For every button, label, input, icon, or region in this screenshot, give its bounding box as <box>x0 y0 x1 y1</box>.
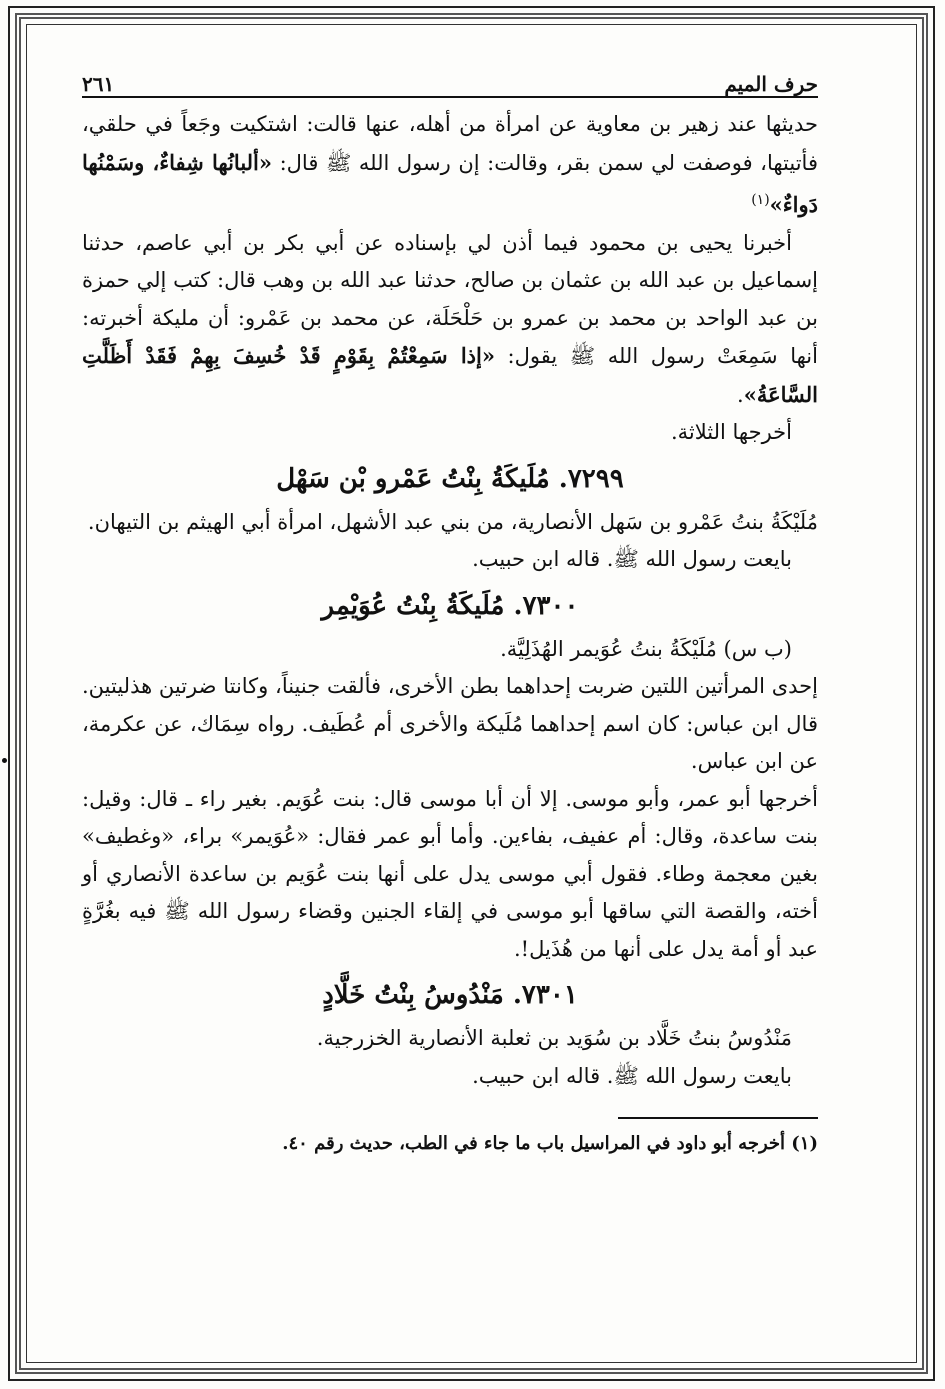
paragraph-7299-bio: مُلَيْكَةُ بنتُ عَمْرو بن سَهل الأنصارية، من بني عبد الأشهل، امرأة أبي الهيثم بن التيهان. <box>87 509 818 534</box>
paragraph-7300-sources: أخرجها أبو عمر، وأبو موسى. إلا أن أبا موسى قال: بنت عُوَيم. بغير راء ـ قال: وقيل: بنت ساعدة، وقال: أم عفيف، بفاءين. وأما أبو عمر فقال: «عُوَيمر» براء، «وغطيف» بغين معجمة وطاء. فقول أبي موسى يدل على أنها بنت عُوَيم بن ساعدة الأنصاري أو أخته، والقصة التي ساقها أبو موسى في إلقاء الجنين وقضاء رسول الله ﷺ فيه بغُرَّةٍ عبد أو أمة يدل على أنها من هُذَيل!. <box>82 786 818 961</box>
margin-dot <box>2 758 7 763</box>
page-number: ٢٦١ <box>82 72 115 96</box>
paragraph-hadith-2: أخبرنا يحيى بن محمود فيما أذن لي بإسناده عن أبي بكر بن أبي عاصم، حدثنا إسماعيل بن عبد الله بن عثمان بن صالح، حدثنا عبد الله بن وهب قال: كتب إلي حمزة بن عبد الواحد بن محمد بن عمرو بن حَلْحَلَة، عن محمد بن عَمْرو: أن مليكة أخبرته: أنها سَمِعَتْ رسول الله ﷺ يقول: «إذا سَمِعْتُمْ بِقَوْمٍ قَدْ خُسِفَ بِهِمْ فَقَدْ أَظَلَّتِ السَّاعَةُ». <box>82 230 818 407</box>
page-content <box>82 60 818 1320</box>
paragraph-7300-story: إحدى المرأتين اللتين ضربت إحداهما بطن الأخرى، فألقت جنيناً، وكانتا ضرتين هذليتين. قال ابن عباس: كان اسم إحداهما مُلَيكة والأخرى أم عُطَيف. رواه سِمَاك، عن عكرمة، عن ابن عباس. <box>82 674 818 773</box>
hadith-quote: «إذا سَمِعْتُمْ بِقَوْمٍ قَدْ خُسِفَ بِهِمْ فَقَدْ أَظَلَّتِ السَّاعَةُ» <box>82 343 818 407</box>
hadith-quote: «ألبانُها شِفاءٌ، وسَمْنُها دَواءٌ» <box>82 149 818 217</box>
footnote-ref[interactable]: (١) <box>751 192 770 208</box>
running-title: حرف الميم <box>724 72 818 96</box>
entry-title-7301: ٧٣٠١. مَنْدُوسُ بِنْتُ خَلَّادٍ <box>322 980 578 1010</box>
entry-title-7299: ٧٢٩٩. مُلَيكَةُ بِنْتُ عَمْرو بْن سَهْل <box>276 463 624 494</box>
footnote: (١) أخرجه أبو داود في المراسيل باب ما جاء في الطب، حديث رقم ٤٠. <box>282 1133 818 1154</box>
paragraph-7299-note: بايعت رسول الله ﷺ. قاله ابن حبيب. <box>472 547 792 571</box>
paragraph-hadith-1: حديثها عند زهير بن معاوية عن امرأة من أهله، عنها قالت: اشتكيت وجَعاً في حلقي، فأتيتها، فوصفت لي سمن بقر، وقالت: إن رسول الله ﷺ قال: «ألبانُها شِفاءٌ، وسَمْنُها دَواءٌ»$^{(١)}$ <box>82 112 818 217</box>
paragraph-7301-bio: مَنْدُوسُ بنتُ خَلَّاد بن سُوَيد بن ثعلبة الأنصارية الخزرجية. <box>316 1026 792 1050</box>
running-header <box>82 60 818 98</box>
paragraph-7301-note: بايعت رسول الله ﷺ. قاله ابن حبيب. <box>472 1063 792 1088</box>
paragraph-7300-name: (ب س) مُلَيْكَةُ بنتُ عُوَيمر الهُذَلِيَّة. <box>500 636 792 661</box>
paragraph-attribution: أخرجها الثلاثة. <box>670 420 792 444</box>
entry-title-7300: ٧٣٠٠. مُلَيكَةُ بِنْتُ عُوَيْمِر <box>321 590 579 621</box>
footnote-divider <box>618 1117 818 1119</box>
